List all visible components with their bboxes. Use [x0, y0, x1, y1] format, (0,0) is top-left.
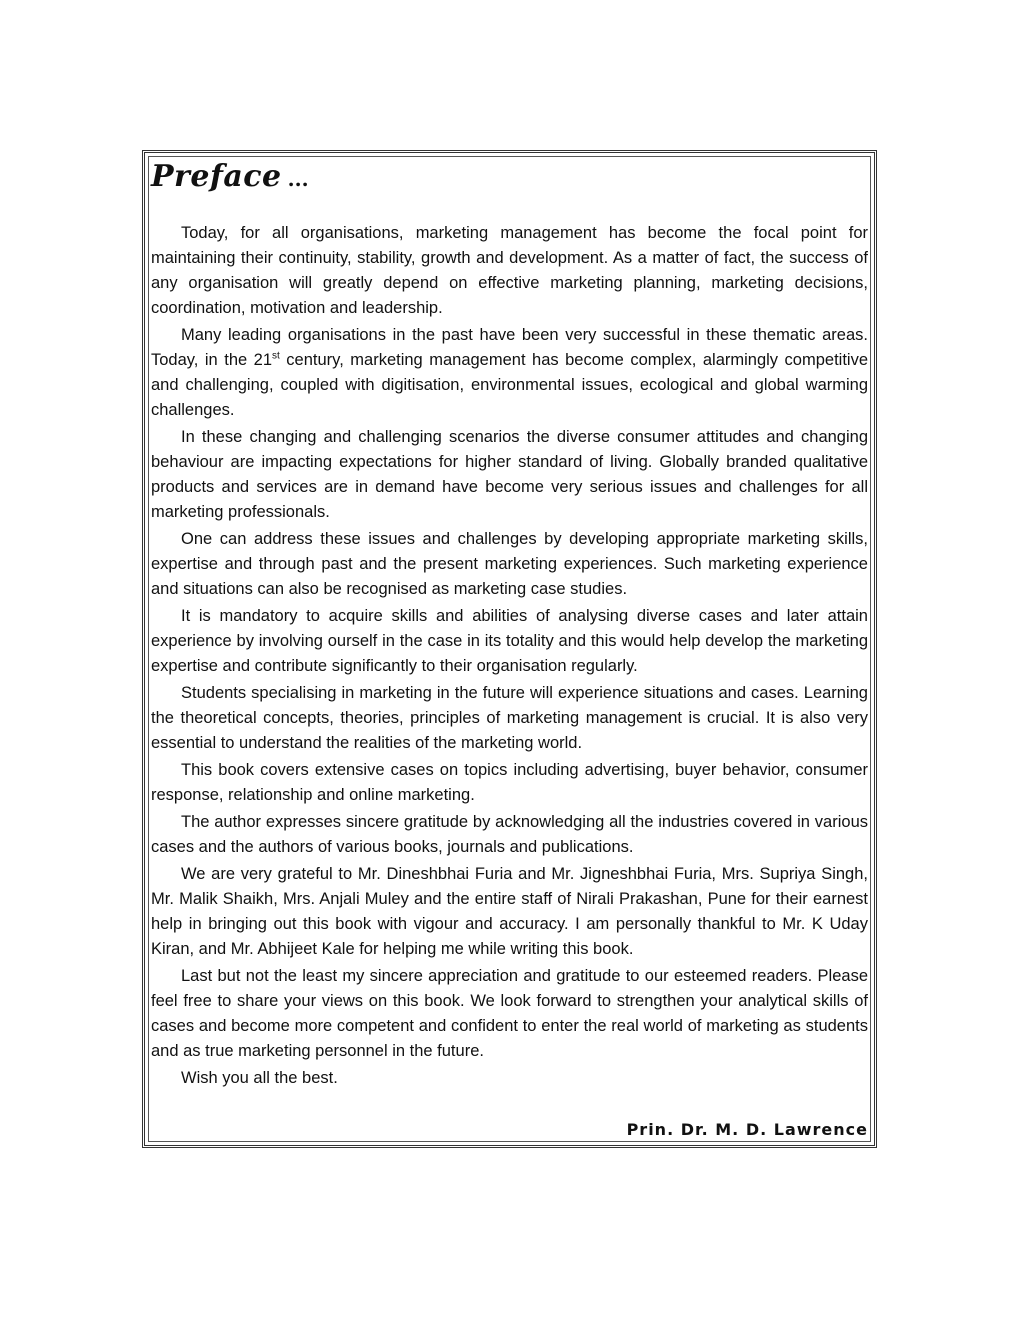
paragraph-3: In these changing and challenging scenarios the diverse consumer attitudes and changing behaviour are impacting expectations for higher standard of living. Globally branded qualitative products and services are in demand have become very serious issues and challenges for all marketing professionals.: [151, 428, 868, 521]
heading: [151, 159, 309, 194]
paragraph-11: Wish you all the best.: [181, 1069, 338, 1087]
paragraph-6: Students specialising in marketing in the future will experience situations and cases. Learning the theoretical concepts, theories, principles of marketing management is crucial. It is also very essential to understand the realities of the marketing world.: [151, 684, 868, 752]
preface-body: [151, 221, 868, 1093]
paragraph-7: This book covers extensive cases on topics including advertising, buyer behavior, consumer response, relationship and online marketing.: [151, 761, 868, 804]
paragraph-4: One can address these issues and challenges by developing appropriate marketing skills, expertise and through past and the present marketing experiences. Such marketing experience and situations can also be recognised as marketing case studies.: [151, 530, 868, 598]
paragraph-2-part-2: century, marketing management has become complex, alarmingly competitive and challenging, coupled with digitisation, environmental issues, ecological and global warming challenges.: [151, 351, 868, 419]
paragraph-2: [151, 323, 868, 423]
author-signature: Prin. Dr. M. D. Lawrence: [626, 1120, 868, 1139]
preface-content: [151, 157, 868, 1139]
paragraph-1: Today, for all organisations, marketing management has become the focal point for maintaining their continuity, stability, growth and development. As a matter of fact, the success of any organisation will greatly depend on effective marketing planning, marketing decisions, coordination, motivation and leadership.: [151, 224, 868, 317]
paragraph-8: The author expresses sincere gratitude by acknowledging all the industries covered in various cases and the authors of various books, journals and publications.: [151, 813, 868, 856]
paragraph-10: Last but not the least my sincere appreciation and gratitude to our esteemed readers. Please feel free to share your views on this book. We look forward to strengthen your analytical skills of cases and become more competent and confident to enter the real world of marketing as students and as true marketing personnel in the future.: [151, 967, 868, 1060]
paragraph-5: It is mandatory to acquire skills and abilities of analysing diverse cases and later attain experience by involving ourself in the case in its totality and this would help develop the marketing expertise and contribute significantly to their organisation regularly.: [151, 607, 868, 675]
paragraph-9: We are very grateful to Mr. Dineshbhai Furia and Mr. Jigneshbhai Furia, Mrs. Supriya Singh, Mr. Malik Shaikh, Mrs. Anjali Muley and the entire staff of Nirali Prakashan, Pune for their earnest help in bringing out this book with vigour and accuracy. I am personally thankful to Mr. K Uday Kiran, and Mr. Abhijeet Kale for helping me while writing this book.: [151, 865, 868, 958]
preface-frame: [142, 150, 877, 1148]
paragraph-2-part-1: Many leading organisations in the past have been very successful in these thematic areas. Today, in the 21: [151, 326, 868, 369]
page-title: Preface: [151, 159, 282, 194]
title-ellipsis: ...: [287, 167, 309, 191]
ordinal-suffix: st: [272, 350, 280, 362]
